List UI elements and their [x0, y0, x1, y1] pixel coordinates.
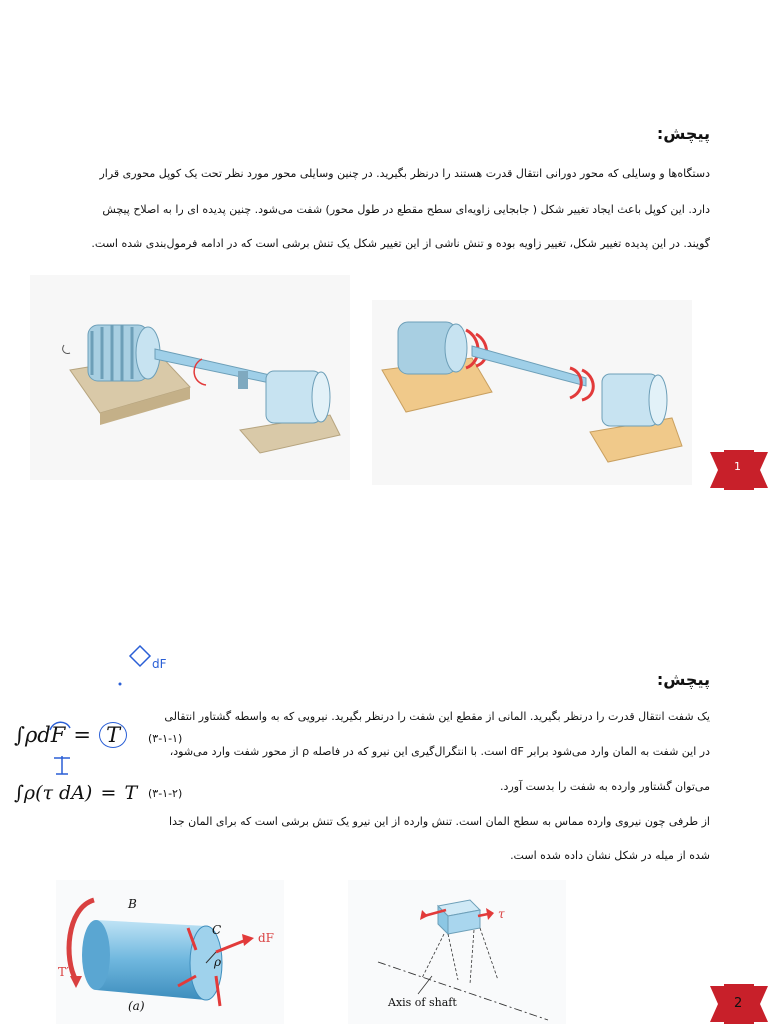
equation-1-number: (۳-۱-۱): [148, 732, 183, 745]
equation-2-number: (۳-۱-۲): [148, 787, 183, 800]
page2-line-3: می‌توان گشتاور وارده به شفت را بدست آورد.: [500, 780, 710, 793]
figure-a-label-C: C: [212, 923, 222, 937]
page1-line-2: دارد. این کوپل باعث ایجاد تغییر شکل ( جابجایی زاویه‌ای سطح مقطع در طول محور) شفت می‌شود. چنین پدیده ای را به اصلاح پیچش: [102, 203, 710, 216]
figure-a-label-B: B: [128, 897, 137, 911]
page1-heading: پیچش:: [656, 124, 710, 143]
equation-1-rhs: T: [99, 722, 127, 748]
page2-line-5: شده از میله در شکل نشان داده شده است.: [510, 849, 710, 862]
shaft-element-figure-a: [56, 880, 284, 1024]
figure-b-label-tau: τ: [498, 907, 505, 921]
motor-shaft-figure-right: [372, 300, 692, 485]
page-number-1: 1: [734, 460, 741, 473]
page2-line-2: در این شفت به المان وارد می‌شود برابر dF است. با انتگرال‌گیری این نیرو که در فاصله ρ از محور شفت وارد می‌شود،: [169, 745, 710, 758]
handwritten-dF-note: [110, 640, 180, 690]
figure-a-label-dF: dF: [258, 931, 275, 945]
handwritten-equation-marks: [44, 718, 84, 780]
page2-line-1: یک شفت انتقال قدرت را درنظر بگیرید. المانی از مقطع این شفت را درنظر بگیرید. نیرویی که به واسطه گشتاور انتقالی: [164, 710, 710, 723]
page-number-2: 2: [734, 996, 743, 1011]
equation-1-equals: =: [73, 723, 92, 747]
page1-line-3: گویند. در این پدیده تغییر شکل، تغییر زاویه بوده و تنش ناشی از این تغییر شکل یک تنش برشی است که در ادامه فرمول‌بندی شده است.: [91, 237, 710, 250]
equation-2: [14, 782, 137, 804]
page2-heading: پیچش:: [656, 670, 710, 689]
page-number-ribbon-1: [710, 450, 768, 494]
handwritten-dF: dF: [152, 657, 167, 671]
figure-a-label-rho: ρ: [214, 955, 222, 969]
figure-b-axis-label: Axis of shaft: [388, 996, 457, 1009]
page-number-ribbon-2: [710, 984, 768, 1028]
figure-a-label-T: T′: [58, 965, 69, 979]
motor-shaft-figure-left: [30, 275, 350, 480]
figure-a-caption: (a): [128, 999, 145, 1013]
equation-2-rhs: T: [124, 782, 138, 804]
stress-element-figure-b: [348, 880, 566, 1024]
equation-2-equals: =: [100, 782, 117, 804]
equation-2-lhs: ∫ρ(τ dA): [14, 782, 93, 804]
page1-line-1: دستگاه‌ها و وسایلی که محور دورانی انتقال قدرت هستند را درنظر بگیرید. در چنین وسایلی محور مورد نظر تحت یک کوپل محوری قرار: [99, 167, 710, 180]
equation-1-lhs: ∫ρdF: [14, 723, 66, 747]
page2-line-4: از طرفی چون نیروی وارده مماس به سطح المان است. تنش وارده از این نیرو یک تنش برشی است که برای المان جدا: [169, 815, 710, 828]
